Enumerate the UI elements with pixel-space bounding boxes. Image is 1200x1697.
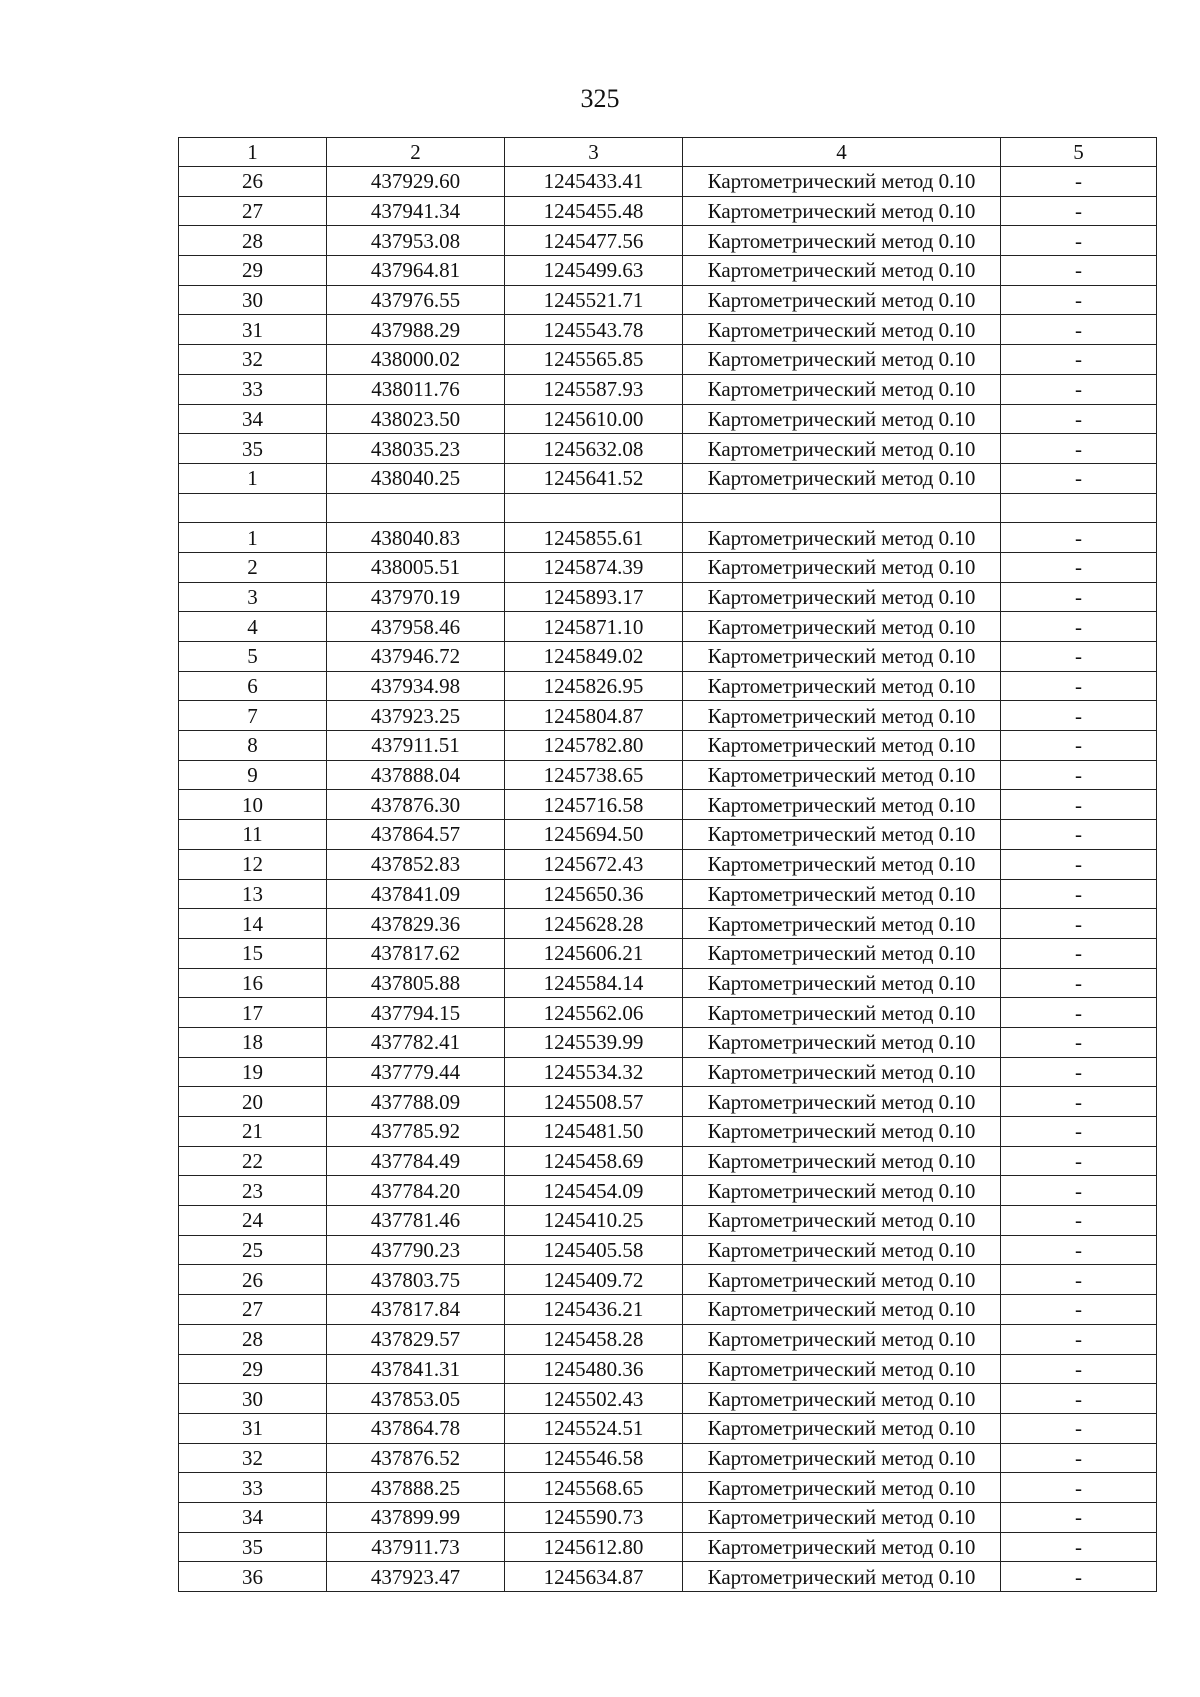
table-row bbox=[179, 404, 1157, 434]
y-coordinate-cell: 1245436.21 bbox=[505, 1295, 683, 1325]
method-cell: Картометрический метод 0.10 bbox=[683, 849, 1001, 879]
y-coordinate-cell: 1245590.73 bbox=[505, 1502, 683, 1532]
point-number-cell: 12 bbox=[179, 849, 327, 879]
point-number-cell: 27 bbox=[179, 196, 327, 226]
table-row bbox=[179, 1146, 1157, 1176]
x-coordinate-cell: 437888.25 bbox=[327, 1473, 505, 1503]
method-cell: Картометрический метод 0.10 bbox=[683, 345, 1001, 375]
y-coordinate-cell: 1245508.57 bbox=[505, 1087, 683, 1117]
y-coordinate-cell: 1245587.93 bbox=[505, 374, 683, 404]
x-coordinate-cell: 437876.52 bbox=[327, 1443, 505, 1473]
y-coordinate-cell: 1245409.72 bbox=[505, 1265, 683, 1295]
note-cell: - bbox=[1001, 1087, 1157, 1117]
note-cell: - bbox=[1001, 1176, 1157, 1206]
y-coordinate-cell: 1245716.58 bbox=[505, 790, 683, 820]
method-cell: Картометрический метод 0.10 bbox=[683, 1562, 1001, 1592]
table-row bbox=[179, 731, 1157, 761]
table-row bbox=[179, 345, 1157, 375]
y-coordinate-cell: 1245455.48 bbox=[505, 196, 683, 226]
note-cell: - bbox=[1001, 226, 1157, 256]
method-cell: Картометрический метод 0.10 bbox=[683, 1295, 1001, 1325]
method-cell: Картометрический метод 0.10 bbox=[683, 434, 1001, 464]
note-cell: - bbox=[1001, 1057, 1157, 1087]
note-cell: - bbox=[1001, 938, 1157, 968]
y-coordinate-cell: 1245546.58 bbox=[505, 1443, 683, 1473]
y-coordinate-cell: 1245499.63 bbox=[505, 256, 683, 286]
point-number-cell: 31 bbox=[179, 1413, 327, 1443]
y-coordinate-cell: 1245738.65 bbox=[505, 760, 683, 790]
table-row bbox=[179, 523, 1157, 553]
empty-cell bbox=[1001, 493, 1157, 523]
method-cell: Картометрический метод 0.10 bbox=[683, 1354, 1001, 1384]
method-cell: Картометрический метод 0.10 bbox=[683, 1413, 1001, 1443]
x-coordinate-cell: 437988.29 bbox=[327, 315, 505, 345]
x-coordinate-cell: 437934.98 bbox=[327, 671, 505, 701]
note-cell: - bbox=[1001, 1384, 1157, 1414]
table-row bbox=[179, 256, 1157, 286]
note-cell: - bbox=[1001, 1235, 1157, 1265]
note-cell: - bbox=[1001, 285, 1157, 315]
x-coordinate-cell: 437953.08 bbox=[327, 226, 505, 256]
x-coordinate-cell: 438040.83 bbox=[327, 523, 505, 553]
method-cell: Картометрический метод 0.10 bbox=[683, 1057, 1001, 1087]
y-coordinate-cell: 1245612.80 bbox=[505, 1532, 683, 1562]
y-coordinate-cell: 1245855.61 bbox=[505, 523, 683, 553]
table-row bbox=[179, 167, 1157, 197]
separator-row bbox=[179, 493, 1157, 523]
point-number-cell: 3 bbox=[179, 582, 327, 612]
method-cell: Картометрический метод 0.10 bbox=[683, 1502, 1001, 1532]
y-coordinate-cell: 1245650.36 bbox=[505, 879, 683, 909]
table-row bbox=[179, 552, 1157, 582]
note-cell: - bbox=[1001, 849, 1157, 879]
x-coordinate-cell: 437785.92 bbox=[327, 1117, 505, 1147]
method-cell: Картометрический метод 0.10 bbox=[683, 167, 1001, 197]
x-coordinate-cell: 437964.81 bbox=[327, 256, 505, 286]
method-cell: Картометрический метод 0.10 bbox=[683, 404, 1001, 434]
table-row bbox=[179, 1413, 1157, 1443]
y-coordinate-cell: 1245874.39 bbox=[505, 552, 683, 582]
note-cell: - bbox=[1001, 1502, 1157, 1532]
point-number-cell: 35 bbox=[179, 434, 327, 464]
table-row bbox=[179, 582, 1157, 612]
note-cell: - bbox=[1001, 167, 1157, 197]
method-cell: Картометрический метод 0.10 bbox=[683, 938, 1001, 968]
point-number-cell: 28 bbox=[179, 226, 327, 256]
x-coordinate-cell: 437946.72 bbox=[327, 642, 505, 672]
point-number-cell: 6 bbox=[179, 671, 327, 701]
empty-cell bbox=[327, 493, 505, 523]
method-cell: Картометрический метод 0.10 bbox=[683, 879, 1001, 909]
x-coordinate-cell: 437779.44 bbox=[327, 1057, 505, 1087]
note-cell: - bbox=[1001, 671, 1157, 701]
table-body bbox=[179, 167, 1157, 1592]
table-row bbox=[179, 790, 1157, 820]
point-number-cell: 34 bbox=[179, 1502, 327, 1532]
x-coordinate-cell: 437781.46 bbox=[327, 1206, 505, 1236]
point-number-cell: 13 bbox=[179, 879, 327, 909]
point-number-cell: 29 bbox=[179, 256, 327, 286]
note-cell: - bbox=[1001, 434, 1157, 464]
table-row bbox=[179, 760, 1157, 790]
x-coordinate-cell: 437829.36 bbox=[327, 909, 505, 939]
method-cell: Картометрический метод 0.10 bbox=[683, 196, 1001, 226]
y-coordinate-cell: 1245405.58 bbox=[505, 1235, 683, 1265]
table-row bbox=[179, 998, 1157, 1028]
y-coordinate-cell: 1245433.41 bbox=[505, 167, 683, 197]
table-row bbox=[179, 1176, 1157, 1206]
x-coordinate-cell: 438000.02 bbox=[327, 345, 505, 375]
y-coordinate-cell: 1245410.25 bbox=[505, 1206, 683, 1236]
table-row bbox=[179, 1562, 1157, 1592]
x-coordinate-cell: 437817.84 bbox=[327, 1295, 505, 1325]
x-coordinate-cell: 437784.49 bbox=[327, 1146, 505, 1176]
point-number-cell: 4 bbox=[179, 612, 327, 642]
method-cell: Картометрический метод 0.10 bbox=[683, 1176, 1001, 1206]
x-coordinate-cell: 438005.51 bbox=[327, 552, 505, 582]
table-row bbox=[179, 315, 1157, 345]
method-cell: Картометрический метод 0.10 bbox=[683, 701, 1001, 731]
point-number-cell: 29 bbox=[179, 1354, 327, 1384]
table-row bbox=[179, 463, 1157, 493]
method-cell: Картометрический метод 0.10 bbox=[683, 1117, 1001, 1147]
point-number-cell: 16 bbox=[179, 968, 327, 998]
point-number-cell: 17 bbox=[179, 998, 327, 1028]
table-row bbox=[179, 226, 1157, 256]
point-number-cell: 1 bbox=[179, 523, 327, 553]
y-coordinate-cell: 1245804.87 bbox=[505, 701, 683, 731]
note-cell: - bbox=[1001, 1295, 1157, 1325]
header-cell: 1 bbox=[179, 138, 327, 167]
note-cell: - bbox=[1001, 612, 1157, 642]
table-row bbox=[179, 642, 1157, 672]
y-coordinate-cell: 1245534.32 bbox=[505, 1057, 683, 1087]
x-coordinate-cell: 437864.78 bbox=[327, 1413, 505, 1443]
y-coordinate-cell: 1245458.69 bbox=[505, 1146, 683, 1176]
method-cell: Картометрический метод 0.10 bbox=[683, 226, 1001, 256]
y-coordinate-cell: 1245521.71 bbox=[505, 285, 683, 315]
x-coordinate-cell: 437929.60 bbox=[327, 167, 505, 197]
x-coordinate-cell: 437911.51 bbox=[327, 731, 505, 761]
table-row bbox=[179, 879, 1157, 909]
note-cell: - bbox=[1001, 404, 1157, 434]
note-cell: - bbox=[1001, 523, 1157, 553]
note-cell: - bbox=[1001, 731, 1157, 761]
y-coordinate-cell: 1245562.06 bbox=[505, 998, 683, 1028]
note-cell: - bbox=[1001, 1473, 1157, 1503]
method-cell: Картометрический метод 0.10 bbox=[683, 1443, 1001, 1473]
y-coordinate-cell: 1245694.50 bbox=[505, 820, 683, 850]
point-number-cell: 26 bbox=[179, 167, 327, 197]
table-row bbox=[179, 1295, 1157, 1325]
method-cell: Картометрический метод 0.10 bbox=[683, 1532, 1001, 1562]
page-number: 325 bbox=[580, 84, 620, 113]
point-number-cell: 33 bbox=[179, 1473, 327, 1503]
empty-cell bbox=[179, 493, 327, 523]
header-cell: 4 bbox=[683, 138, 1001, 167]
x-coordinate-cell: 437852.83 bbox=[327, 849, 505, 879]
method-cell: Картометрический метод 0.10 bbox=[683, 374, 1001, 404]
x-coordinate-cell: 437805.88 bbox=[327, 968, 505, 998]
point-number-cell: 28 bbox=[179, 1324, 327, 1354]
y-coordinate-cell: 1245871.10 bbox=[505, 612, 683, 642]
point-number-cell: 25 bbox=[179, 1235, 327, 1265]
table-row bbox=[179, 1354, 1157, 1384]
empty-cell bbox=[683, 493, 1001, 523]
x-coordinate-cell: 437853.05 bbox=[327, 1384, 505, 1414]
note-cell: - bbox=[1001, 1354, 1157, 1384]
method-cell: Картометрический метод 0.10 bbox=[683, 1087, 1001, 1117]
y-coordinate-cell: 1245606.21 bbox=[505, 938, 683, 968]
note-cell: - bbox=[1001, 1265, 1157, 1295]
note-cell: - bbox=[1001, 1206, 1157, 1236]
x-coordinate-cell: 437794.15 bbox=[327, 998, 505, 1028]
coordinates-table bbox=[178, 137, 1157, 1592]
method-cell: Картометрический метод 0.10 bbox=[683, 1027, 1001, 1057]
table-row bbox=[179, 196, 1157, 226]
x-coordinate-cell: 437784.20 bbox=[327, 1176, 505, 1206]
note-cell: - bbox=[1001, 1146, 1157, 1176]
method-cell: Картометрический метод 0.10 bbox=[683, 642, 1001, 672]
note-cell: - bbox=[1001, 790, 1157, 820]
table-row bbox=[179, 671, 1157, 701]
table-row bbox=[179, 849, 1157, 879]
x-coordinate-cell: 437841.09 bbox=[327, 879, 505, 909]
y-coordinate-cell: 1245672.43 bbox=[505, 849, 683, 879]
table-row bbox=[179, 1532, 1157, 1562]
table-row bbox=[179, 1473, 1157, 1503]
point-number-cell: 33 bbox=[179, 374, 327, 404]
table-row bbox=[179, 434, 1157, 464]
table-row bbox=[179, 1027, 1157, 1057]
y-coordinate-cell: 1245584.14 bbox=[505, 968, 683, 998]
method-cell: Картометрический метод 0.10 bbox=[683, 968, 1001, 998]
x-coordinate-cell: 437923.25 bbox=[327, 701, 505, 731]
point-number-cell: 11 bbox=[179, 820, 327, 850]
note-cell: - bbox=[1001, 968, 1157, 998]
y-coordinate-cell: 1245826.95 bbox=[505, 671, 683, 701]
point-number-cell: 10 bbox=[179, 790, 327, 820]
x-coordinate-cell: 437788.09 bbox=[327, 1087, 505, 1117]
x-coordinate-cell: 437923.47 bbox=[327, 1562, 505, 1592]
method-cell: Картометрический метод 0.10 bbox=[683, 1206, 1001, 1236]
header-row bbox=[179, 138, 1157, 167]
point-number-cell: 30 bbox=[179, 1384, 327, 1414]
point-number-cell: 8 bbox=[179, 731, 327, 761]
note-cell: - bbox=[1001, 1117, 1157, 1147]
point-number-cell: 21 bbox=[179, 1117, 327, 1147]
note-cell: - bbox=[1001, 998, 1157, 1028]
table-row bbox=[179, 285, 1157, 315]
method-cell: Картометрический метод 0.10 bbox=[683, 1473, 1001, 1503]
y-coordinate-cell: 1245543.78 bbox=[505, 315, 683, 345]
note-cell: - bbox=[1001, 879, 1157, 909]
y-coordinate-cell: 1245641.52 bbox=[505, 463, 683, 493]
point-number-cell: 34 bbox=[179, 404, 327, 434]
table-row bbox=[179, 1057, 1157, 1087]
method-cell: Картометрический метод 0.10 bbox=[683, 582, 1001, 612]
y-coordinate-cell: 1245539.99 bbox=[505, 1027, 683, 1057]
x-coordinate-cell: 437790.23 bbox=[327, 1235, 505, 1265]
note-cell: - bbox=[1001, 374, 1157, 404]
note-cell: - bbox=[1001, 1413, 1157, 1443]
method-cell: Картометрический метод 0.10 bbox=[683, 731, 1001, 761]
table-row bbox=[179, 1206, 1157, 1236]
method-cell: Картометрический метод 0.10 bbox=[683, 671, 1001, 701]
note-cell: - bbox=[1001, 463, 1157, 493]
note-cell: - bbox=[1001, 552, 1157, 582]
note-cell: - bbox=[1001, 1443, 1157, 1473]
y-coordinate-cell: 1245782.80 bbox=[505, 731, 683, 761]
table-row bbox=[179, 1087, 1157, 1117]
y-coordinate-cell: 1245849.02 bbox=[505, 642, 683, 672]
note-cell: - bbox=[1001, 1562, 1157, 1592]
x-coordinate-cell: 438040.25 bbox=[327, 463, 505, 493]
note-cell: - bbox=[1001, 345, 1157, 375]
note-cell: - bbox=[1001, 820, 1157, 850]
x-coordinate-cell: 437829.57 bbox=[327, 1324, 505, 1354]
x-coordinate-cell: 437970.19 bbox=[327, 582, 505, 612]
point-number-cell: 36 bbox=[179, 1562, 327, 1592]
point-number-cell: 22 bbox=[179, 1146, 327, 1176]
note-cell: - bbox=[1001, 909, 1157, 939]
method-cell: Картометрический метод 0.10 bbox=[683, 998, 1001, 1028]
method-cell: Картометрический метод 0.10 bbox=[683, 552, 1001, 582]
y-coordinate-cell: 1245524.51 bbox=[505, 1413, 683, 1443]
y-coordinate-cell: 1245610.00 bbox=[505, 404, 683, 434]
y-coordinate-cell: 1245454.09 bbox=[505, 1176, 683, 1206]
x-coordinate-cell: 437976.55 bbox=[327, 285, 505, 315]
table-row bbox=[179, 1384, 1157, 1414]
method-cell: Картометрический метод 0.10 bbox=[683, 315, 1001, 345]
header-cell: 5 bbox=[1001, 138, 1157, 167]
x-coordinate-cell: 437803.75 bbox=[327, 1265, 505, 1295]
x-coordinate-cell: 438023.50 bbox=[327, 404, 505, 434]
method-cell: Картометрический метод 0.10 bbox=[683, 760, 1001, 790]
point-number-cell: 15 bbox=[179, 938, 327, 968]
x-coordinate-cell: 437817.62 bbox=[327, 938, 505, 968]
table-row bbox=[179, 968, 1157, 998]
note-cell: - bbox=[1001, 315, 1157, 345]
x-coordinate-cell: 437941.34 bbox=[327, 196, 505, 226]
table-row bbox=[179, 1235, 1157, 1265]
note-cell: - bbox=[1001, 1532, 1157, 1562]
x-coordinate-cell: 438035.23 bbox=[327, 434, 505, 464]
x-coordinate-cell: 438011.76 bbox=[327, 374, 505, 404]
table-row bbox=[179, 938, 1157, 968]
x-coordinate-cell: 437888.04 bbox=[327, 760, 505, 790]
x-coordinate-cell: 437911.73 bbox=[327, 1532, 505, 1562]
header-cell: 3 bbox=[505, 138, 683, 167]
note-cell: - bbox=[1001, 256, 1157, 286]
x-coordinate-cell: 437958.46 bbox=[327, 612, 505, 642]
point-number-cell: 20 bbox=[179, 1087, 327, 1117]
y-coordinate-cell: 1245481.50 bbox=[505, 1117, 683, 1147]
table-row bbox=[179, 909, 1157, 939]
point-number-cell: 32 bbox=[179, 1443, 327, 1473]
point-number-cell: 2 bbox=[179, 552, 327, 582]
point-number-cell: 26 bbox=[179, 1265, 327, 1295]
y-coordinate-cell: 1245565.85 bbox=[505, 345, 683, 375]
method-cell: Картометрический метод 0.10 bbox=[683, 1146, 1001, 1176]
table-row bbox=[179, 701, 1157, 731]
point-number-cell: 23 bbox=[179, 1176, 327, 1206]
y-coordinate-cell: 1245893.17 bbox=[505, 582, 683, 612]
note-cell: - bbox=[1001, 196, 1157, 226]
x-coordinate-cell: 437782.41 bbox=[327, 1027, 505, 1057]
y-coordinate-cell: 1245568.65 bbox=[505, 1473, 683, 1503]
point-number-cell: 32 bbox=[179, 345, 327, 375]
method-cell: Картометрический метод 0.10 bbox=[683, 523, 1001, 553]
point-number-cell: 19 bbox=[179, 1057, 327, 1087]
point-number-cell: 30 bbox=[179, 285, 327, 315]
table-row bbox=[179, 1502, 1157, 1532]
y-coordinate-cell: 1245480.36 bbox=[505, 1354, 683, 1384]
table-row bbox=[179, 374, 1157, 404]
method-cell: Картометрический метод 0.10 bbox=[683, 820, 1001, 850]
point-number-cell: 24 bbox=[179, 1206, 327, 1236]
table-row bbox=[179, 612, 1157, 642]
method-cell: Картометрический метод 0.10 bbox=[683, 1324, 1001, 1354]
method-cell: Картометрический метод 0.10 bbox=[683, 909, 1001, 939]
table-row bbox=[179, 1443, 1157, 1473]
y-coordinate-cell: 1245628.28 bbox=[505, 909, 683, 939]
method-cell: Картометрический метод 0.10 bbox=[683, 1265, 1001, 1295]
note-cell: - bbox=[1001, 1027, 1157, 1057]
note-cell: - bbox=[1001, 1324, 1157, 1354]
note-cell: - bbox=[1001, 642, 1157, 672]
method-cell: Картометрический метод 0.10 bbox=[683, 612, 1001, 642]
point-number-cell: 31 bbox=[179, 315, 327, 345]
point-number-cell: 14 bbox=[179, 909, 327, 939]
method-cell: Картометрический метод 0.10 bbox=[683, 463, 1001, 493]
method-cell: Картометрический метод 0.10 bbox=[683, 790, 1001, 820]
point-number-cell: 18 bbox=[179, 1027, 327, 1057]
x-coordinate-cell: 437899.99 bbox=[327, 1502, 505, 1532]
point-number-cell: 5 bbox=[179, 642, 327, 672]
method-cell: Картометрический метод 0.10 bbox=[683, 1235, 1001, 1265]
y-coordinate-cell: 1245634.87 bbox=[505, 1562, 683, 1592]
x-coordinate-cell: 437841.31 bbox=[327, 1354, 505, 1384]
y-coordinate-cell: 1245477.56 bbox=[505, 226, 683, 256]
table-row bbox=[179, 820, 1157, 850]
table-row bbox=[179, 1265, 1157, 1295]
note-cell: - bbox=[1001, 701, 1157, 731]
point-number-cell: 9 bbox=[179, 760, 327, 790]
table-row bbox=[179, 1117, 1157, 1147]
note-cell: - bbox=[1001, 760, 1157, 790]
y-coordinate-cell: 1245632.08 bbox=[505, 434, 683, 464]
point-number-cell: 7 bbox=[179, 701, 327, 731]
x-coordinate-cell: 437864.57 bbox=[327, 820, 505, 850]
note-cell: - bbox=[1001, 582, 1157, 612]
y-coordinate-cell: 1245502.43 bbox=[505, 1384, 683, 1414]
header-cell: 2 bbox=[327, 138, 505, 167]
point-number-cell: 27 bbox=[179, 1295, 327, 1325]
table-row bbox=[179, 1324, 1157, 1354]
empty-cell bbox=[505, 493, 683, 523]
method-cell: Картометрический метод 0.10 bbox=[683, 1384, 1001, 1414]
method-cell: Картометрический метод 0.10 bbox=[683, 256, 1001, 286]
point-number-cell: 35 bbox=[179, 1532, 327, 1562]
point-number-cell: 1 bbox=[179, 463, 327, 493]
y-coordinate-cell: 1245458.28 bbox=[505, 1324, 683, 1354]
x-coordinate-cell: 437876.30 bbox=[327, 790, 505, 820]
method-cell: Картометрический метод 0.10 bbox=[683, 285, 1001, 315]
